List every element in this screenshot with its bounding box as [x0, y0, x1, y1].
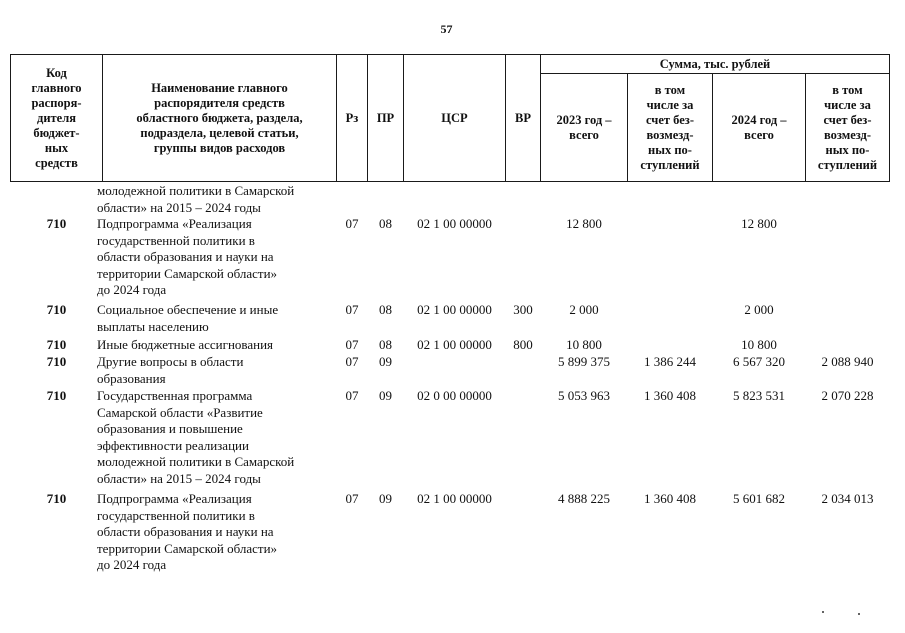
header-2024-free: в том числе за счет без- возмезд- ных по- ступлений [817, 82, 878, 172]
table-cell-y2024-free: 2 088 940 [821, 354, 874, 369]
table-cell-y2024: 2 000 [744, 302, 774, 317]
table-cell-y2023-free: 1 386 244 [644, 354, 696, 369]
table-cell-name: молодежной политики в Самарской области» на 2015 – 2024 годы [97, 183, 295, 215]
table-cell-rz: 07 [345, 337, 359, 352]
table-cell-y2023: 5 899 375 [558, 354, 610, 369]
table-cell-csr: 02 1 00 00000 [417, 337, 492, 352]
table-cell-csr: 02 1 00 00000 [417, 302, 492, 317]
table-cell-pr: 08 [379, 337, 392, 352]
header-name: Наименование главного распорядителя средств областного бюджета, раздела, подраздела, целевой статьи, группы видов расходов [136, 80, 303, 155]
table-cell-rz: 07 [345, 302, 359, 317]
table-cell-y2024: 12 800 [741, 216, 777, 231]
table-cell-csr: 02 1 00 00000 [417, 216, 492, 231]
table-cell-rz: 07 [345, 216, 359, 231]
header-2023-total: 2023 год – всего [556, 112, 612, 142]
scan-speck [858, 613, 860, 615]
header-bottom-border [10, 181, 890, 182]
table-cell-code: 710 [46, 354, 67, 369]
table-cell-pr: 08 [379, 302, 392, 317]
table-cell-csr: 02 1 00 00000 [417, 491, 492, 506]
table-cell-name: Иные бюджетные ассигнования [97, 337, 274, 352]
table-cell-pr: 09 [379, 491, 392, 506]
table-cell-code: 710 [46, 216, 67, 231]
table-cell-rz: 07 [345, 354, 359, 369]
table-cell-code: 710 [46, 491, 67, 506]
table-cell-y2024-free: 2 034 013 [821, 491, 874, 506]
table-cell-y2024: 10 800 [741, 337, 777, 352]
table-cell-vr: 300 [513, 302, 533, 317]
table-cell-code: 710 [46, 302, 67, 317]
table-cell-y2023: 12 800 [566, 216, 602, 231]
header-vr: ВР [515, 110, 531, 125]
table-cell-y2023: 4 888 225 [558, 491, 610, 506]
table-cell-name: Подпрограмма «Реализация государственной политики в области образования и науки на территории Самарской области» до 2024 года [97, 216, 278, 297]
table-cell-name: Социальное обеспечение и иные выплаты населению [97, 302, 279, 334]
table-cell-code: 710 [46, 337, 67, 352]
header-code: Код главного распоря- дителя бюджет- ных средств [31, 65, 82, 170]
col-border-right [889, 54, 890, 182]
header-pr: ПР [376, 110, 395, 125]
scan-speck [822, 611, 824, 613]
header-2024-total: 2024 год – всего [731, 112, 787, 142]
table-cell-code: 710 [46, 388, 67, 403]
table-cell-vr: 800 [513, 337, 533, 352]
table-cell-y2023-free: 1 360 408 [644, 491, 696, 506]
table-cell-rz: 07 [345, 388, 359, 403]
table-cell-y2024: 5 823 531 [733, 388, 785, 403]
table-cell-pr: 08 [379, 216, 392, 231]
table-cell-y2023: 5 053 963 [558, 388, 610, 403]
table-cell-y2024: 6 567 320 [733, 354, 785, 369]
header-sum: Сумма, тыс. рублей [659, 56, 771, 71]
table-cell-y2024: 5 601 682 [733, 491, 785, 506]
table-cell-pr: 09 [379, 388, 392, 403]
table-cell-pr: 09 [379, 354, 392, 369]
header-rz: Рз [345, 110, 359, 125]
page-number: 57 [440, 22, 453, 36]
header-csr: ЦСР [441, 110, 468, 125]
table-cell-name: Другие вопросы в области образования [97, 354, 244, 386]
table-cell-y2023: 2 000 [569, 302, 599, 317]
table-cell-rz: 07 [345, 491, 359, 506]
table-cell-name: Подпрограмма «Реализация государственной политики в области образования и науки на территории Самарской области» до 2024 года [97, 491, 278, 572]
table-cell-y2023: 10 800 [566, 337, 602, 352]
table-cell-y2024-free: 2 070 228 [821, 388, 874, 403]
header-2023-free: в том числе за счет без- возмезд- ных по- ступлений [640, 82, 700, 172]
table-cell-csr: 02 0 00 00000 [417, 388, 492, 403]
table-cell-y2023-free: 1 360 408 [644, 388, 696, 403]
table-cell-name: Государственная программа Самарской области «Развитие образования и повышение эффективности реализации молодежной политики в Самарской области» на 2015 – 2024 годы [97, 388, 295, 486]
